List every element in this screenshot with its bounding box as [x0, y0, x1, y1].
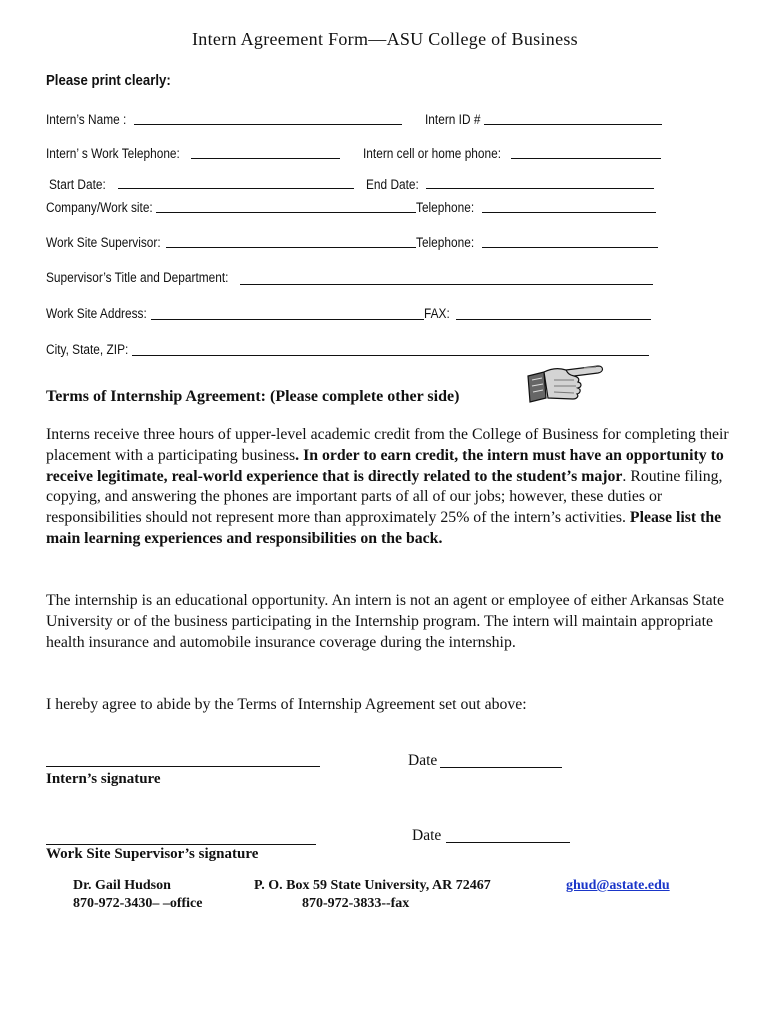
contact-name: Dr. Gail Hudson: [73, 878, 171, 893]
address-field[interactable]: [151, 319, 424, 320]
company-telephone-field[interactable]: [482, 212, 656, 213]
supervisor-title-label: Supervisor’s Title and Department:: [46, 270, 229, 285]
city-state-zip-field[interactable]: [132, 355, 649, 356]
work-phone-label: Intern’ s Work Telephone:: [46, 146, 180, 161]
city-state-zip-label: City, State, ZIP:: [46, 342, 129, 357]
agreement-statement: I hereby agree to abide by the Terms of Internship Agreement set out above:: [46, 696, 527, 713]
supervisor-field[interactable]: [166, 247, 416, 248]
end-date-field[interactable]: [426, 188, 654, 189]
educational-paragraph: The internship is an educational opportunity. An intern is not an agent or employee of either Arkansas State University or of the business participating in the Internship program. The intern will maintain appropriate health insurance and automobile insurance coverage during the internship.: [46, 592, 725, 651]
company-telephone-label: Telephone:: [416, 200, 475, 215]
intern-name-label: Intern’s Name :: [46, 112, 127, 127]
supervisor-title-field[interactable]: [240, 284, 653, 285]
credit-paragraph: Interns receive three hours of upper-level academic credit from the College of Business for completing their placement with a participating business. In order to earn credit, the intern must have an opportunity to receive legitimate, real-world experience that is directly related to the student’s major. Routine filing, copying, and answering the phones are important parts of all of our jobs; however, these duties or responsibilities should not represent more than approximately 25% of the intern’s activities. Please list the main learning experiences and responsibilities on the back.: [46, 426, 729, 547]
supervisor-telephone-field[interactable]: [482, 247, 658, 248]
terms-heading: Terms of Internship Agreement: (Please complete other side): [46, 388, 460, 405]
intern-id-label: Intern ID #: [425, 112, 481, 127]
print-clearly-heading: Please print clearly:: [46, 72, 171, 89]
intern-date-label: Date: [408, 752, 438, 769]
fax-label: FAX:: [424, 306, 450, 321]
company-label: Company/Work site:: [46, 200, 153, 215]
supervisor-signature-label: Work Site Supervisor’s signature: [46, 846, 259, 862]
cell-phone-field[interactable]: [511, 158, 661, 159]
work-phone-field[interactable]: [191, 158, 340, 159]
intern-signature-label: Intern’s signature: [46, 771, 161, 787]
supervisor-label: Work Site Supervisor:: [46, 235, 161, 250]
supervisor-telephone-label: Telephone:: [416, 235, 475, 250]
intern-signature-field[interactable]: [46, 766, 320, 767]
intern-id-field[interactable]: [484, 124, 662, 125]
page-title: Intern Agreement Form—ASU College of Business: [192, 29, 578, 49]
end-date-label: End Date:: [366, 177, 419, 192]
company-field[interactable]: [156, 212, 416, 213]
fax-field[interactable]: [456, 319, 651, 320]
pointing-hand-icon: [524, 358, 608, 406]
fax-number: 870-972-3833--fax: [302, 896, 410, 911]
intern-date-field[interactable]: [440, 767, 562, 768]
start-date-label: Start Date:: [49, 177, 106, 192]
office-phone: 870-972-3430– –office: [73, 896, 203, 911]
email-link[interactable]: ghud@astate.edu: [566, 878, 670, 893]
supervisor-signature-field[interactable]: [46, 844, 316, 845]
mailing-address: P. O. Box 59 State University, AR 72467: [254, 878, 491, 893]
supervisor-date-field[interactable]: [446, 842, 570, 843]
intern-name-field[interactable]: [134, 124, 402, 125]
cell-phone-label: Intern cell or home phone:: [363, 146, 502, 161]
supervisor-date-label: Date: [412, 827, 442, 844]
address-label: Work Site Address:: [46, 306, 147, 321]
start-date-field[interactable]: [118, 188, 354, 189]
